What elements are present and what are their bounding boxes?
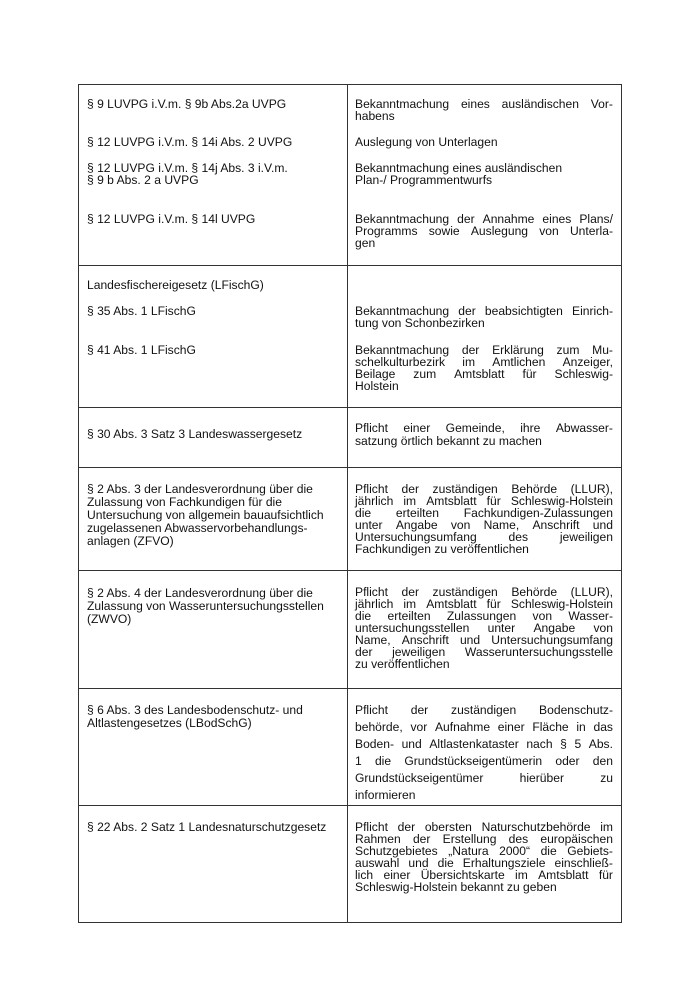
- word: von: [450, 518, 471, 532]
- word: Angabe: [533, 621, 576, 635]
- description-cell: [348, 571, 622, 689]
- law-line: anlagen (ZFVO): [87, 534, 174, 548]
- word: jeweiligen: [559, 530, 613, 544]
- word: der: [401, 482, 419, 496]
- word: Rahmen: [355, 832, 401, 846]
- word: Grundstückseigentümerin: [404, 754, 543, 768]
- word: und: [401, 737, 422, 751]
- table-row: [79, 266, 622, 408]
- word: Plans/: [579, 212, 613, 226]
- word: beabsichtigten: [484, 304, 563, 318]
- word: die: [374, 754, 392, 768]
- word: (LLUR),: [570, 585, 613, 599]
- word: Mu-: [592, 343, 613, 357]
- word: 2000“: [499, 844, 531, 858]
- word: sowie: [428, 224, 460, 238]
- law-line: § 2 Abs. 4 der Landesverordnung über die: [87, 586, 313, 600]
- word: und: [592, 518, 613, 532]
- description-line: tung von Schonbezirken: [355, 316, 485, 330]
- table-row: [79, 571, 622, 689]
- word: den: [592, 754, 613, 768]
- word: nach: [526, 737, 553, 751]
- description-line: Auslegung von Unterlagen: [355, 135, 498, 149]
- law-line: (ZWVO): [87, 612, 132, 626]
- word: Bekanntmachung: [355, 343, 450, 357]
- word: Abwasser-: [555, 421, 613, 435]
- description-line: [355, 704, 613, 716]
- word: Schleswig-Holstein: [510, 597, 613, 611]
- word: der: [410, 703, 429, 717]
- word: Fläche: [532, 720, 569, 734]
- word: zu: [600, 771, 613, 785]
- description-cell: [348, 266, 622, 408]
- word: eines: [542, 212, 572, 226]
- word: der: [401, 585, 419, 599]
- word: im: [600, 820, 613, 834]
- word: vor: [410, 720, 428, 734]
- word: die: [437, 856, 454, 870]
- law-line: § 41 Abs. 1 LFischG: [87, 343, 196, 357]
- word: behörde,: [355, 720, 403, 734]
- law-cell: [79, 571, 348, 689]
- law-line: Altlastengesetzes (LBodSchG): [87, 716, 252, 730]
- word: von: [539, 224, 559, 238]
- word: Fachkundigen-Zulassungen: [463, 506, 613, 520]
- word: Abs.: [588, 737, 613, 751]
- word: die: [355, 609, 372, 623]
- word: 5: [574, 737, 582, 751]
- description-line: [355, 422, 613, 434]
- word: obersten: [424, 820, 472, 834]
- word: zuständigen: [432, 585, 498, 599]
- description-line: [355, 755, 613, 767]
- word: einer: [497, 720, 525, 734]
- word: Schleswig-: [554, 367, 613, 381]
- word: Pflicht: [355, 482, 388, 496]
- law-line: Zulassung von Fachkundigen für die: [87, 495, 282, 509]
- word: für: [486, 494, 501, 508]
- word: auswahl: [355, 856, 400, 870]
- law-line: § 30 Abs. 3 Satz 3 Landeswassergesetz: [87, 427, 303, 441]
- law-line: § 12 LUVPG i.V.m. § 14j Abs. 3 i.V.m.: [87, 161, 288, 175]
- word: zum: [413, 367, 437, 381]
- word: im: [515, 868, 528, 882]
- word: Anschrift: [532, 518, 580, 532]
- word: Erhaltungsziele: [462, 856, 546, 870]
- word: zuständigen: [451, 703, 517, 717]
- word: lich: [355, 868, 374, 882]
- word: unter: [355, 518, 383, 532]
- word: Anschrift: [401, 633, 449, 647]
- word: Anzeiger,: [562, 355, 613, 369]
- word: der: [412, 832, 431, 846]
- word: für: [486, 597, 501, 611]
- law-line: § 6 Abs. 3 des Landesbodenschutz- und: [87, 703, 303, 717]
- table-row: [79, 408, 622, 468]
- law-line: § 12 LUVPG i.V.m. § 14i Abs. 2 UVPG: [87, 135, 293, 149]
- description-line: Schleswig-Holstein bekannt zu geben: [355, 880, 557, 894]
- law-line: Zulassung von Wasseruntersuchungsstellen: [87, 599, 324, 613]
- word: Wasseruntersuchungsstelle: [464, 645, 613, 659]
- word: hierüber: [519, 771, 564, 785]
- word: Auslegung: [470, 224, 529, 238]
- word: im: [403, 597, 417, 611]
- law-cell: [79, 408, 348, 468]
- word: einer: [383, 868, 411, 882]
- word: Amtlichen: [492, 355, 546, 369]
- word: die: [355, 506, 372, 520]
- word: jährlich: [355, 494, 394, 508]
- word: 1: [355, 754, 362, 768]
- word: ihre: [520, 421, 541, 435]
- description-cell: [348, 85, 622, 266]
- word: des: [508, 832, 529, 846]
- description-line: Plan-/ Programmentwurfs: [355, 173, 493, 187]
- word: oder: [555, 754, 580, 768]
- word: Wasser-: [568, 609, 613, 623]
- word: Naturschutzbehörde: [481, 820, 591, 834]
- law-cell: [79, 85, 348, 266]
- word: Amtsblatt: [538, 868, 589, 882]
- word: die: [540, 844, 557, 858]
- description-cell: [348, 468, 622, 571]
- word: in: [576, 720, 586, 734]
- word: Schleswig-Holstein: [510, 494, 613, 508]
- description-line: habens: [355, 109, 395, 123]
- word: für: [522, 367, 537, 381]
- word: untersuchungsstellen: [355, 621, 470, 635]
- word: europäischen: [540, 832, 613, 846]
- law-line: § 2 Abs. 3 der Landesverordnung über die: [87, 482, 313, 496]
- law-line: § 12 LUVPG i.V.m. § 14l UVPG: [87, 212, 256, 226]
- table-row: [79, 689, 622, 806]
- word: (LLUR),: [570, 482, 613, 496]
- table-row: [79, 468, 622, 571]
- word: im: [462, 355, 476, 369]
- description-cell: [348, 689, 622, 806]
- word: Schutzgebietes: [355, 844, 438, 858]
- word: eines: [460, 97, 490, 111]
- word: des: [508, 530, 529, 544]
- word: Bekanntmachung: [355, 212, 450, 226]
- law-line: zugelassenen Abwasservorbehandlungs-: [87, 521, 308, 535]
- law-cell: [79, 689, 348, 806]
- law-cell: [79, 266, 348, 408]
- word: Pflicht: [355, 585, 388, 599]
- word: Unterla-: [569, 224, 613, 238]
- word: Bekanntmachung: [355, 304, 450, 318]
- word: für: [598, 868, 613, 882]
- word: Bekanntmachung: [355, 97, 450, 111]
- word: Annahme: [482, 212, 535, 226]
- word: ausländischen: [501, 97, 579, 111]
- word: von: [532, 609, 553, 623]
- law-line: Untersuchung von allgemein bauaufsichtlich: [87, 508, 324, 522]
- word: jährlich: [355, 597, 394, 611]
- word: von: [593, 621, 613, 635]
- law-cell: [79, 468, 348, 571]
- description-line: gen: [355, 236, 376, 250]
- word: Name,: [483, 518, 520, 532]
- regulation-table: [78, 84, 622, 923]
- word: §: [560, 737, 567, 751]
- law-line: § 9 b Abs. 2 a UVPG: [87, 173, 199, 187]
- word: Bodenschutz-: [539, 703, 613, 717]
- word: Pflicht: [355, 703, 388, 717]
- word: „Natura: [448, 844, 489, 858]
- description-line: Holstein: [355, 379, 399, 393]
- table-row: [79, 806, 622, 923]
- word: Behörde: [511, 482, 558, 496]
- law-line: § 35 Abs. 1 LFischG: [87, 304, 196, 318]
- description-line: [355, 225, 613, 237]
- word: und: [408, 856, 429, 870]
- word: Programms: [355, 224, 418, 238]
- word: Pflicht: [355, 820, 388, 834]
- law-cell: [79, 806, 348, 923]
- description-line: [355, 721, 613, 733]
- description-line: Fachkundigen zu veröffentlichen: [355, 542, 529, 556]
- word: der: [397, 820, 416, 834]
- word: erteilten: [387, 609, 431, 623]
- word: unter: [487, 621, 516, 635]
- word: Erklärung: [492, 343, 544, 357]
- word: Gebiets-: [567, 844, 613, 858]
- word: im: [403, 494, 417, 508]
- word: zuständigen: [432, 482, 498, 496]
- word: der: [461, 343, 480, 357]
- word: Übersichtskarte: [420, 868, 505, 882]
- law-line: § 22 Abs. 2 Satz 1 Landesnaturschutzgesetz: [87, 820, 327, 834]
- word: einer: [403, 421, 431, 435]
- description-cell: [348, 408, 622, 468]
- description-line: informieren: [355, 788, 416, 802]
- word: Gemeinde,: [445, 421, 505, 435]
- word: einschließ-: [554, 856, 613, 870]
- description-line: [355, 772, 613, 784]
- description-line: zu veröffentlichen: [355, 657, 450, 671]
- law-line: § 9 LUVPG i.V.m. § 9b Abs.2a UVPG: [87, 97, 287, 111]
- word: Aufnahme: [434, 720, 491, 734]
- word: Name,: [355, 633, 391, 647]
- description-line: [355, 738, 613, 750]
- word: Altlastenkataster: [429, 737, 519, 751]
- law-line: Landesfischereigesetz (LFischG): [87, 278, 264, 292]
- word: Behörde: [511, 585, 558, 599]
- word: Erstellung: [442, 832, 497, 846]
- word: der: [458, 304, 476, 318]
- word: das: [593, 720, 613, 734]
- description-cell: [348, 806, 622, 923]
- word: schelkulturbezirk: [355, 355, 446, 369]
- word: Zulassungen: [446, 609, 517, 623]
- word: der: [457, 212, 475, 226]
- word: der: [355, 645, 373, 659]
- word: Untersuchungsumfang: [355, 530, 477, 544]
- word: Vor-: [590, 97, 613, 111]
- word: Boden-: [355, 737, 394, 751]
- table-row: [79, 85, 622, 266]
- word: Angabe: [395, 518, 438, 532]
- word: jeweiligen: [392, 645, 446, 659]
- word: Amtsblatt: [454, 367, 505, 381]
- word: Pflicht: [355, 421, 388, 435]
- description-line: satzung örtlich bekannt zu machen: [355, 434, 542, 448]
- word: Einrich-: [572, 304, 613, 318]
- word: Grundstückseigentümer: [355, 771, 484, 785]
- description-line: Bekanntmachung eines ausländischen: [355, 161, 563, 175]
- word: Amtsblatt: [426, 597, 477, 611]
- word: Amtsblatt: [426, 494, 477, 508]
- word: Untersuchungsumfang: [491, 633, 613, 647]
- word: erteilten: [395, 506, 439, 520]
- word: und: [459, 633, 481, 647]
- word: Beilage: [355, 367, 396, 381]
- word: zum: [556, 343, 580, 357]
